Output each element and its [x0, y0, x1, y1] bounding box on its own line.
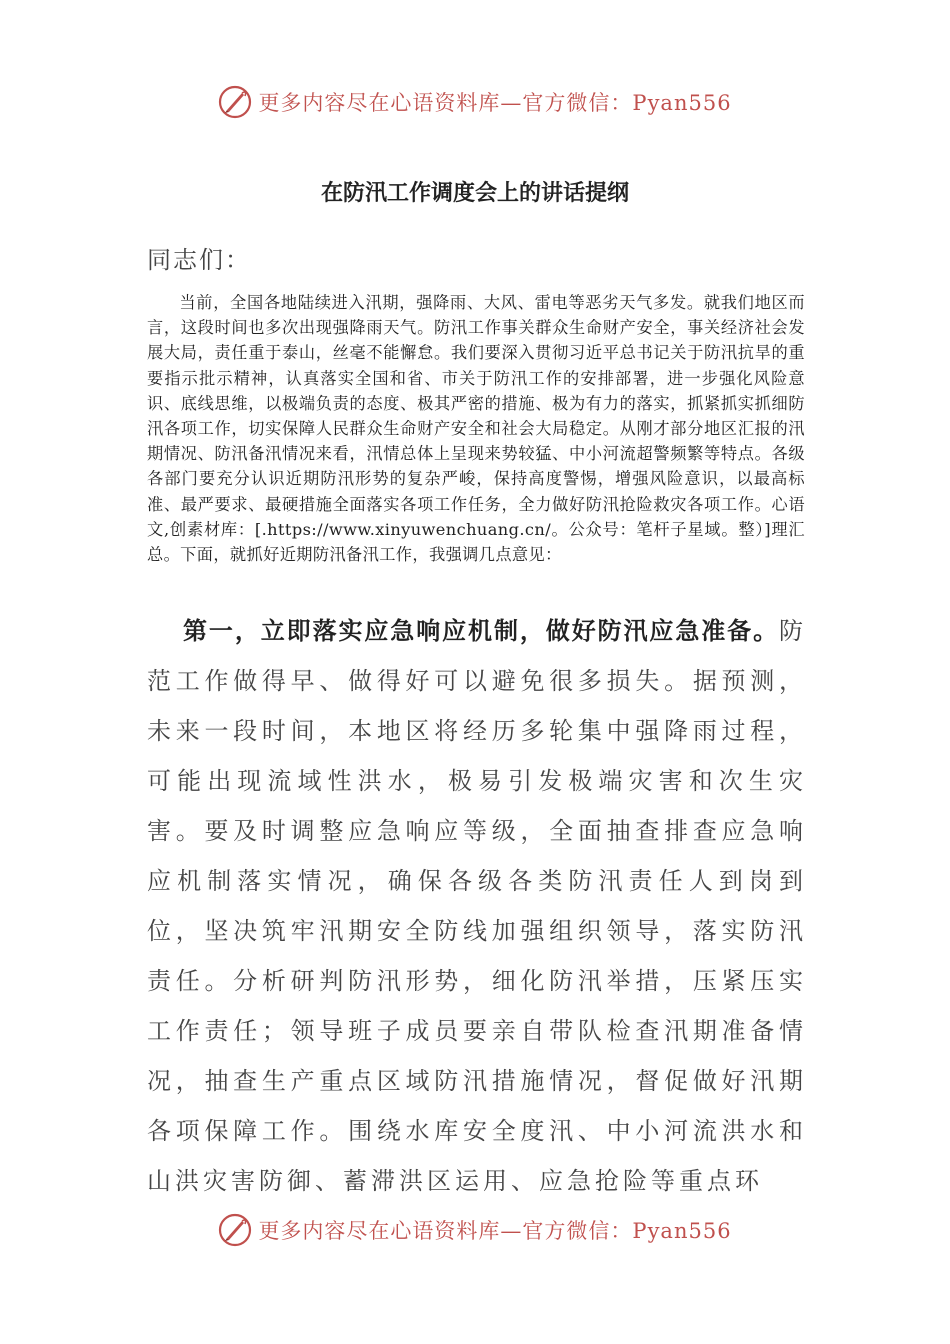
watermark-text: 更多内容尽在心语资料库—官方微信：Pyan556 — [258, 1219, 732, 1243]
intro-paragraph: 当前，全国各地陆续进入汛期，强降雨、大风、雷电等恶劣天气多发。就我们地区而言，这段时间也多次出现强降雨天气。防汛工作事关群众生命财产安全，事关经济社会发展大局，责任重于泰山，丝毫不能懈怠。我们要深入贯彻习近平总书记关于防汛抗旱的重要指示批示精神，认真落实全国和省、市关于防汛工作的安排部署，进一步强化风险意识、底线思维，以极端负责的态度、极其严密的措施、极为有力的落实，抓紧抓实抓细防汛各项工作，切实保障人民群众生命财产安全和社会大局稳定。从刚才部分地区汇报的汛期情况、防汛备汛情况来看，汛情总体上呈现来势较猛、中小河流超警频繁等特点。各级各部门要充分认识近期防汛形势的复杂严峻，保持高度警惕，增强风险意识，以最高标准、最严要求、最硬措施全面落实各项工作任务，全力做好防汛抢险救灾各项工作。心语文,创素材库：[.https://www.xinyuwenchuang.cn/。公众号：笔杆子星域。整）]理汇总。下面，就抓好近期防汛备汛工作，我强调几点意见： — [147, 293, 805, 565]
section-1-paragraph — [147, 606, 807, 1206]
section-1-heading: 第一，立即落实应急响应机制，做好防汛应急准备。 — [183, 617, 779, 645]
quill-pen-logo-icon — [218, 1213, 252, 1247]
section-1-body: 防范工作做得早、做得好可以避免很多损失。据预测，未来一段时间，本地区将经历多轮集中强降雨过程，可能出现流域性洪水，极易引发极端灾害和次生灾害。要及时调整应急响应等级，全面抽查排查应急响应机制落实情况，确保各级各类防汛责任人到岗到位，坚决筑牢汛期安全防线加强组织领导，落实防汛责任。分析研判防汛形势，细化防汛举措，压紧压实工作责任；领导班子成员要亲自带队检查汛期准备情况，抽查生产重点区域防汛措施情况，督促做好汛期各项保障工作。围绕水库安全度汛、中小河流洪水和山洪灾害防御、蓄滞洪区运用、应急抢险等重点环 — [147, 617, 807, 1195]
footer-watermark-banner — [0, 1210, 950, 1250]
quill-pen-logo-icon — [218, 85, 252, 119]
document-title: 在防汛工作调度会上的讲话提纲 — [320, 181, 629, 206]
header-watermark-banner — [0, 82, 950, 122]
greeting: 同志们： — [147, 246, 251, 274]
watermark-text: 更多内容尽在心语资料库—官方微信：Pyan556 — [258, 91, 732, 115]
